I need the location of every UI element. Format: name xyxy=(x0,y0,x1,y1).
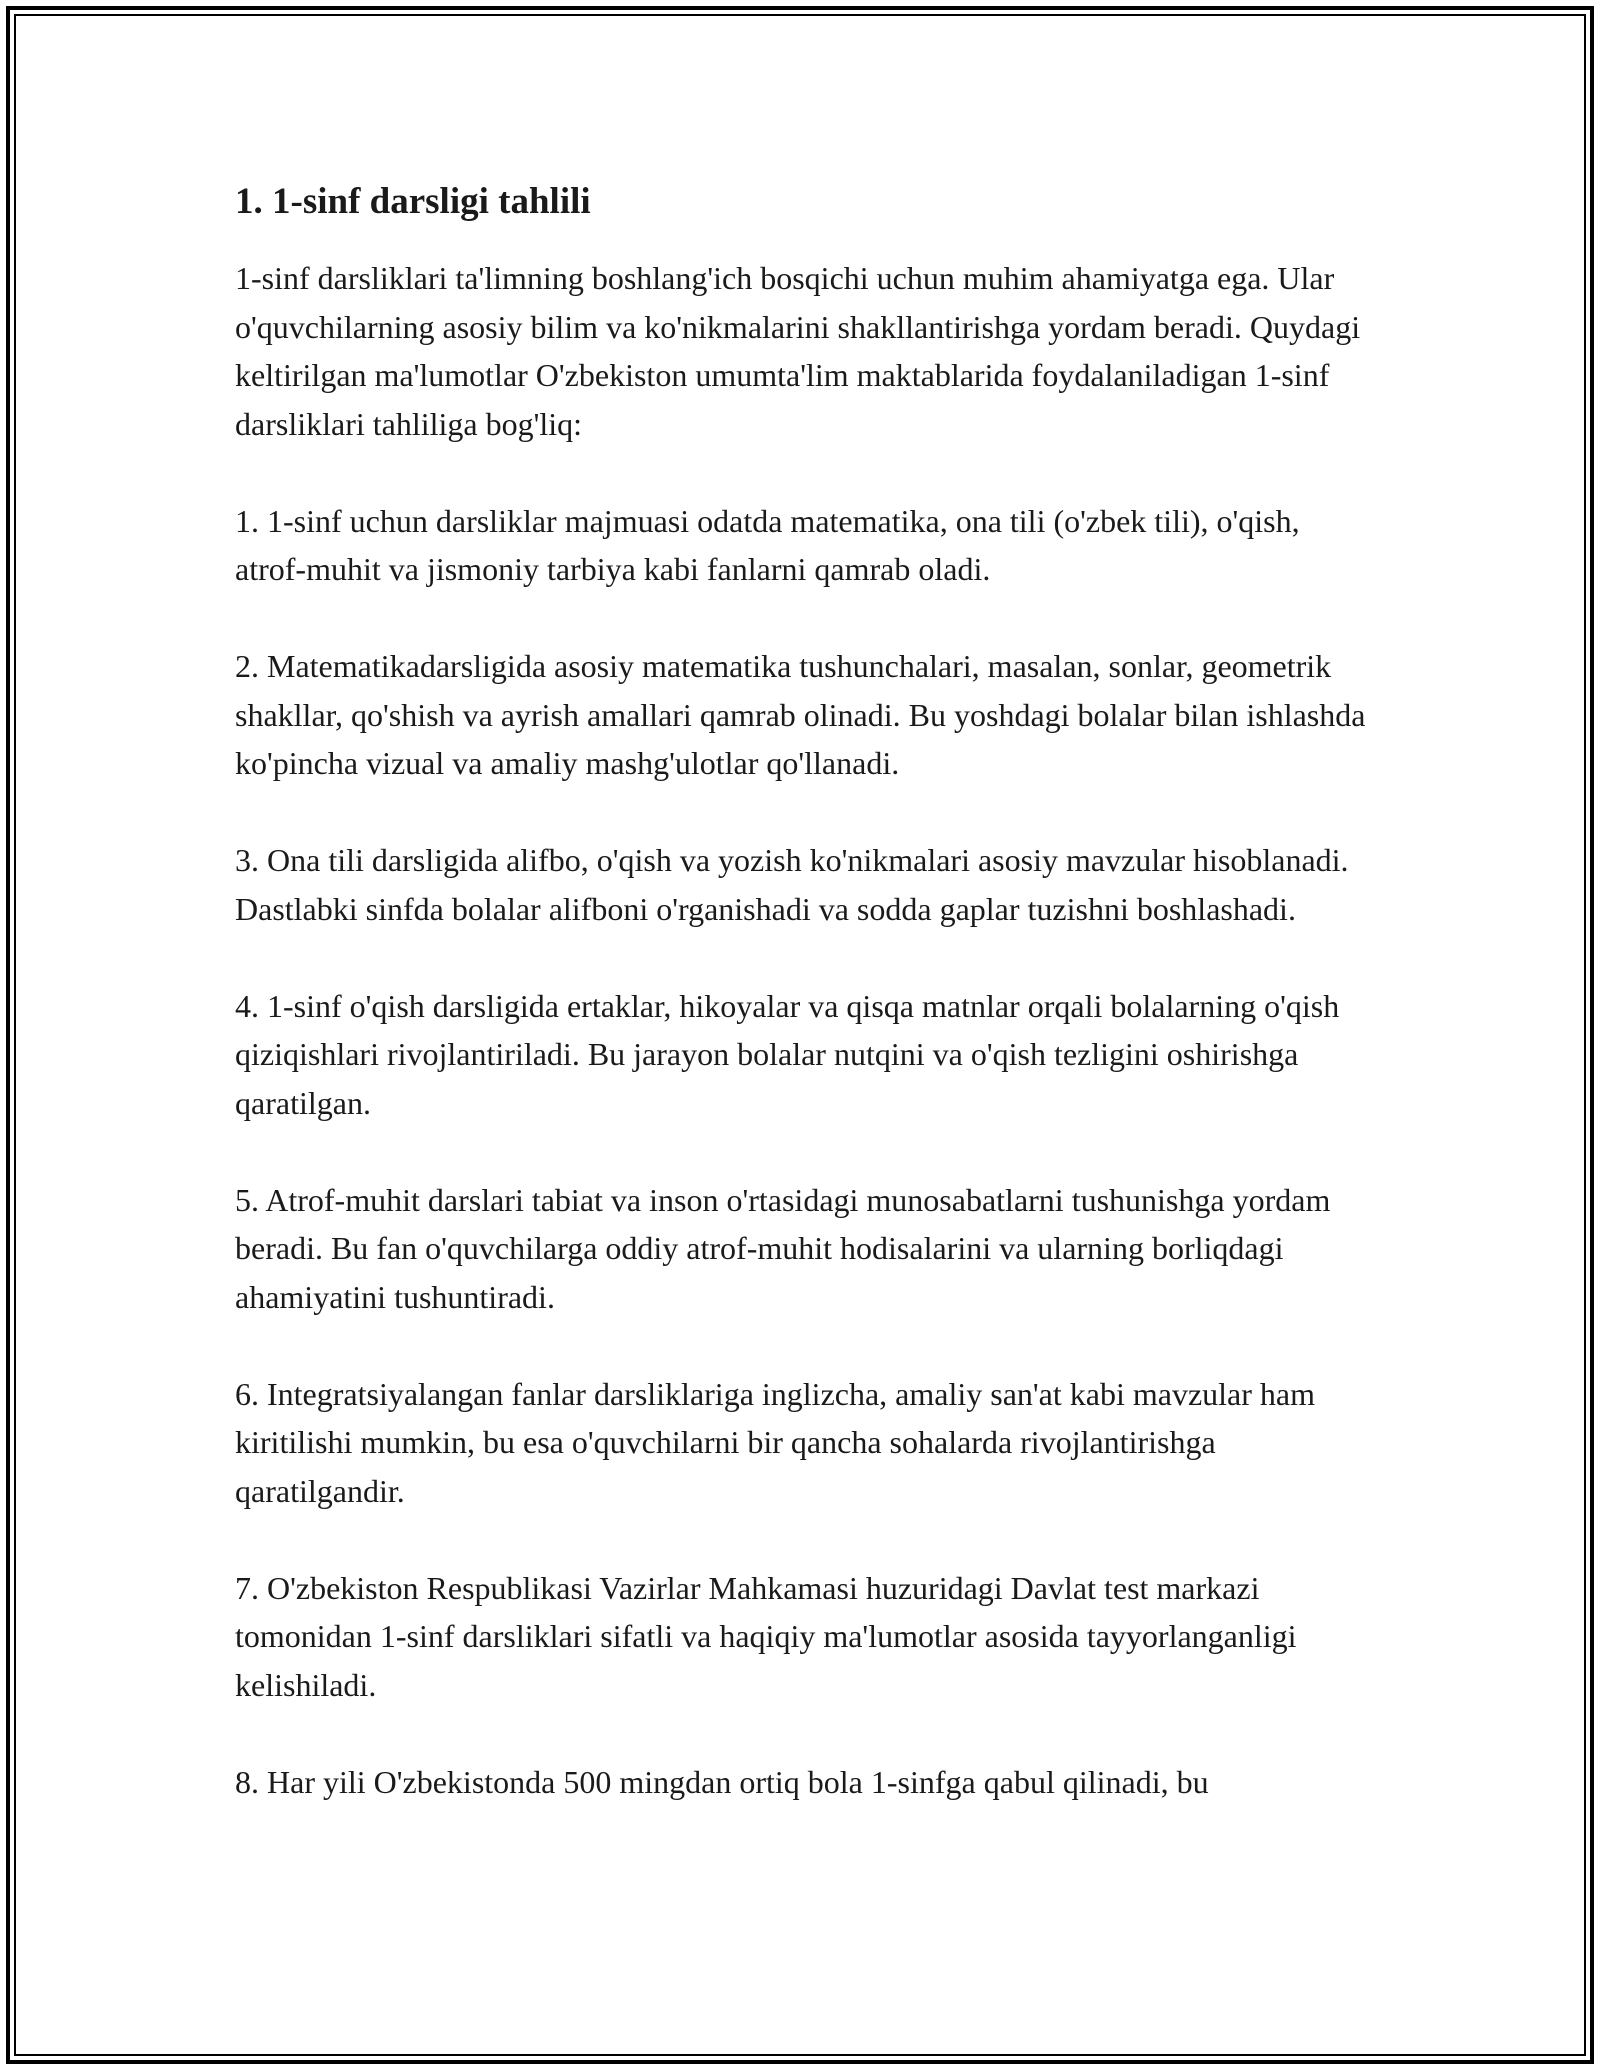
list-item-8: 8. Har yili O'zbekistonda 500 mingdan ortiq bola 1-sinfga qabul qilinadi, bu xyxy=(235,1763,1209,1800)
list-item-5: 5. Atrof-muhit darslari tabiat va inson o'rtasidagi munosabatlarni tushunishga yordam beradi. Bu fan o'quvchilarga oddiy atrof-muhit hodisalarini va ularning borliqdagi ahamiyatini tushuntiradi. xyxy=(235,1181,1331,1315)
list-item-4: 4. 1-sinf o'qish darsligida ertaklar, hikoyalar va qisqa matnlar orqali bolalarning o'qish qiziqishlari rivojlantiriladi. Bu jarayon bolalar nutqini va o'qish tezligini oshirishga qaratilgan. xyxy=(235,987,1340,1121)
list-item-7: 7. O'zbekiston Respublikasi Vazirlar Mahkamasi huzuridagi Davlat test markazi tomonidan 1-sinf darsliklari sifatli va haqiqiy ma'lumotlar asosida tayyorlanganligi kelishiladi. xyxy=(235,1569,1297,1703)
list-item-3: 3. Ona tili darsligida alifbo, o'qish va yozish ko'nikmalari asosiy mavzular hisoblanadi. Dastlabki sinfda bolalar alifboni o'rganishadi va sodda gaplar tuzishni boshlashadi. xyxy=(235,842,1349,927)
document-body xyxy=(235,178,1370,1806)
list-item-6: 6. Integratsiyalangan fanlar darsliklariga inglizcha, amaliy san'at kabi mavzular ham kiritilishi mumkin, bu esa o'quvchilarni bir qancha sohalarda rivojlantirishga qaratilgandir. xyxy=(235,1375,1315,1509)
list-item-1: 1. 1-sinf uchun darsliklar majmuasi odatda matematika, ona tili (o'zbek tili), o'qish, atrof-muhit va jismoniy tarbiya kabi fanlarni qamrab oladi. xyxy=(235,502,1300,588)
section-title: 1. 1-sinf darsligi tahlili xyxy=(235,181,591,222)
intro-paragraph: 1-sinf darsliklari ta'limning boshlang'ich bosqichi uchun muhim ahamiyatga ega. Ular o'quvchilarning asosiy bilim va ko'nikmalarini shakllantirishga yordam beradi. Quydagi keltirilgan ma'lumotlar O'zbekiston umumta'lim maktablarida foydalaniladigan 1-sinf darsliklari tahliliga bog'liq: xyxy=(235,260,1361,442)
list-item-2: 2. Matematikadarsligida asosiy matematika tushunchalari, masalan, sonlar, geometrik shakllar, qo'shish va ayrish amallari qamrab olinadi. Bu yoshdagi bolalar bilan ishlashda ko'pincha vizual va amaliy mashg'ulotlar qo'llanadi. xyxy=(235,648,1366,782)
